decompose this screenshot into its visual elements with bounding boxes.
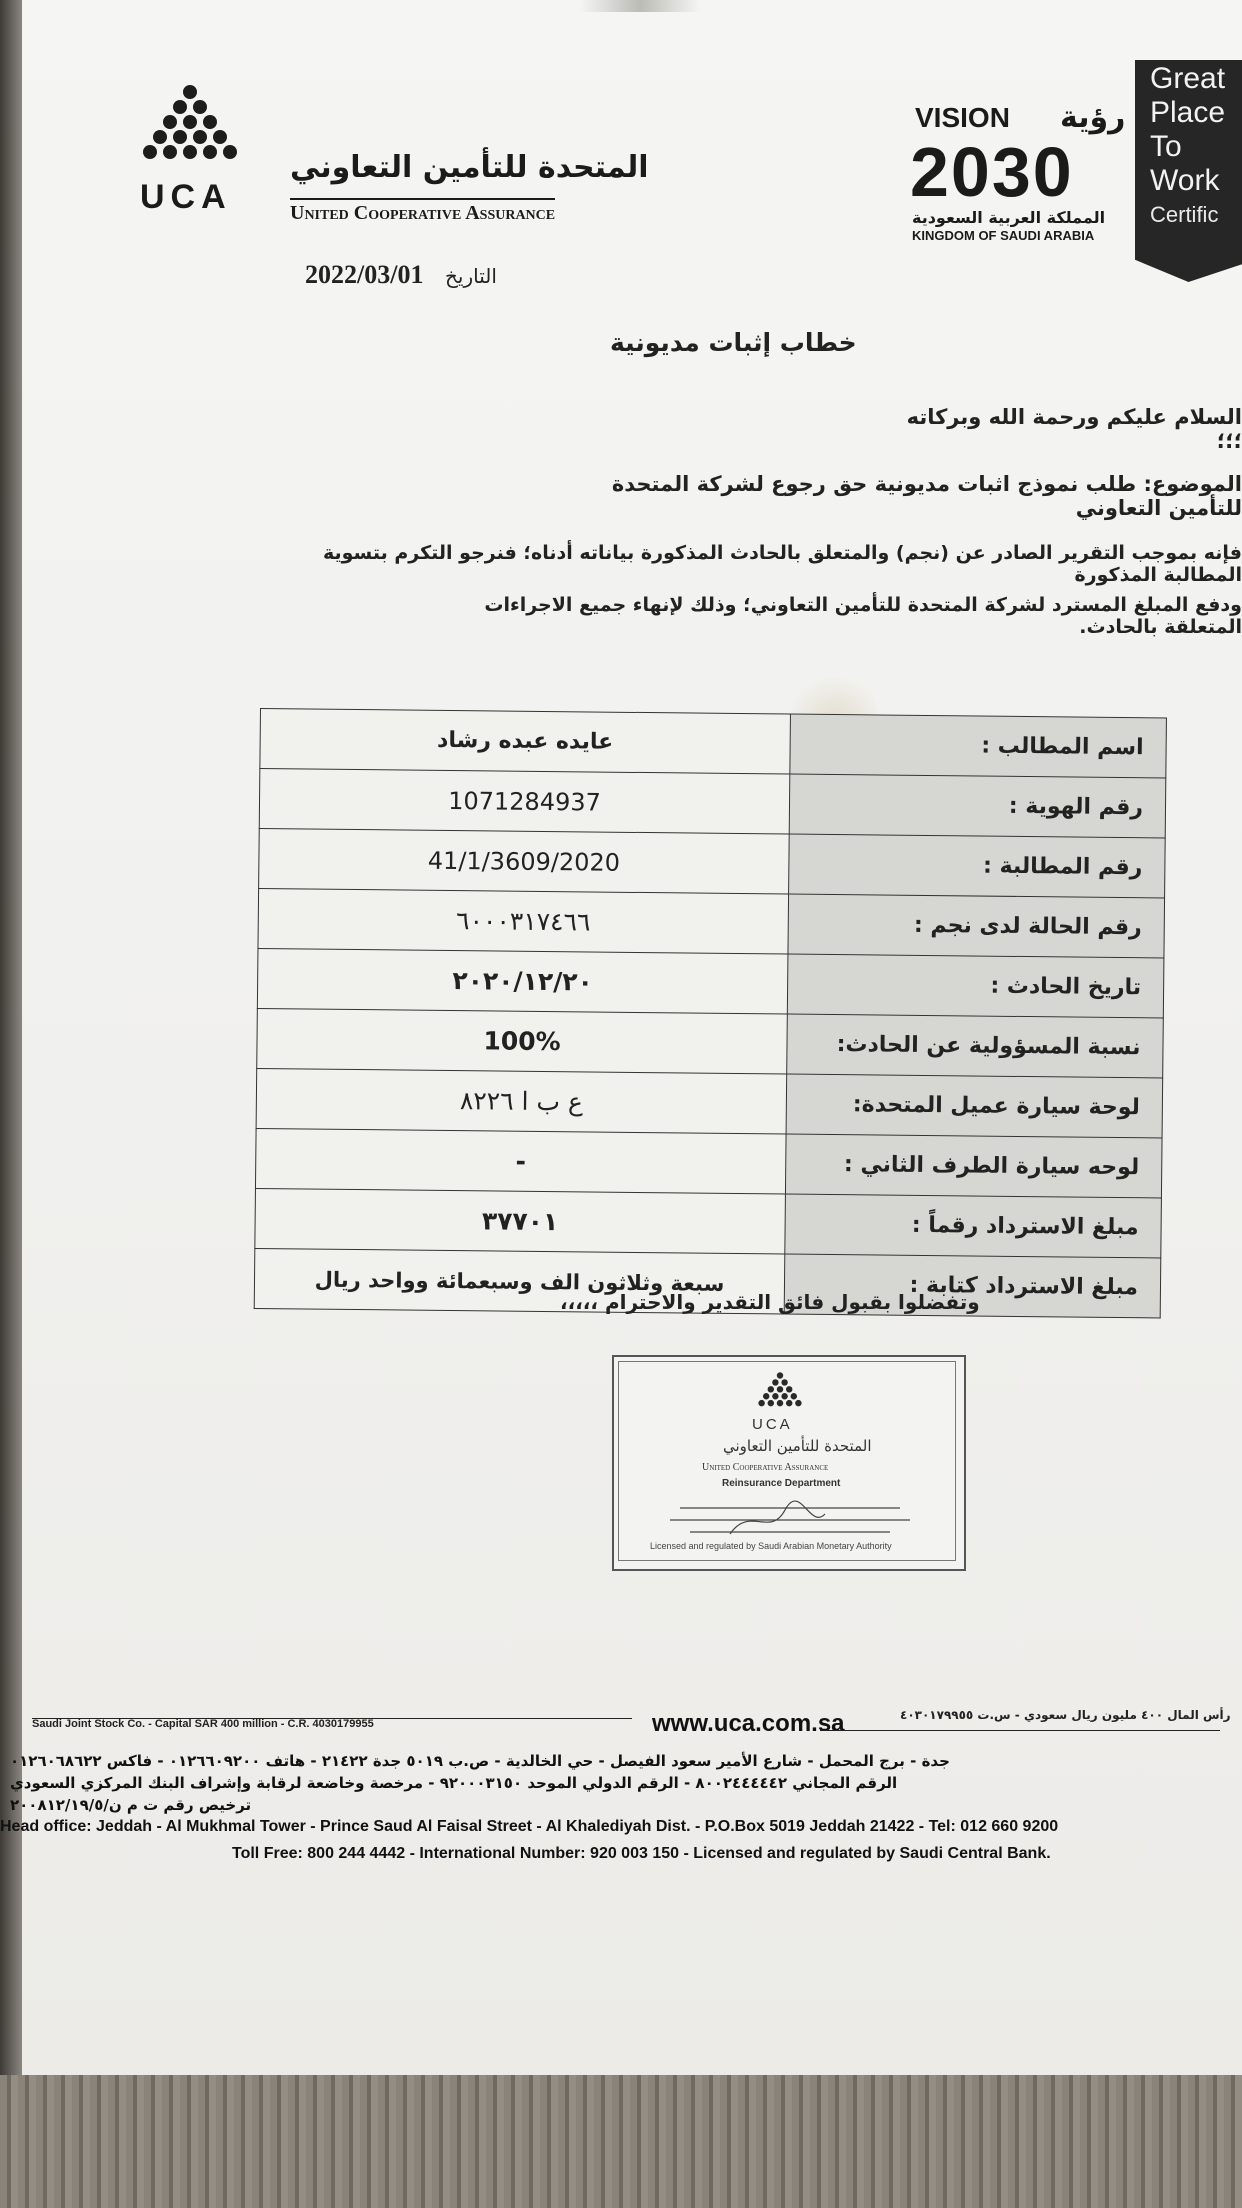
amount-numeric-label: مبلغ الاسترداد رقماً : — [785, 1194, 1162, 1258]
footer-address-ar-3: ترخيص رقم ت م ن/٢٠٠٨١٢/١٩/٥ — [10, 1796, 252, 1814]
footer-toll-free: Toll Free: 800 244 4442 - International Number: 920 003 150 - Licensed and regulated by Saudi Central Bank. — [232, 1845, 1051, 1862]
liability-label: نسبة المسؤولية عن الحادث: — [787, 1014, 1164, 1078]
closing-line: وتفضلوا بقبول فائق التقدير والاحترام ،،،،، — [560, 1290, 980, 1314]
claim-number-label: رقم المطالبة : — [789, 834, 1166, 898]
claim-number-value: 41/1/3609/2020 — [259, 828, 790, 894]
amount-words-label: مبلغ الاسترداد كتابة : — [784, 1254, 1161, 1318]
vision-label: VISION — [915, 102, 1010, 133]
logo-abbr: UCA — [140, 178, 232, 216]
table-row — [260, 709, 1167, 778]
subject-line: الموضوع: طلب نموذج اثبات مديونية حق رجوع لشركة المتحدة للتأمين التعاوني — [611, 472, 1242, 520]
footer-capital-ar: رأس المال ٤٠٠ مليون ريال سعودي - س.ت ٤٠٣٠١٧٩٩٥٥ — [900, 1708, 1231, 1722]
vision-year: 2030 — [910, 133, 1074, 211]
background-floor — [0, 2075, 1242, 2208]
badge-certified: Certific — [1150, 202, 1219, 227]
badge-text: Great Place To Work — [1150, 62, 1226, 197]
letter-date: 2022/03/01 — [305, 260, 424, 289]
vision-label-ar: رؤية — [1060, 100, 1126, 135]
stamp-department: Reinsurance Department — [722, 1478, 841, 1489]
claim-details-table — [254, 708, 1167, 1318]
greeting: السلام عليكم ورحمة الله وبركاته ؛؛؛ — [906, 405, 1242, 453]
client-plate-value: ع ب ا ٨٢٢٦ — [256, 1068, 787, 1134]
company-name-en: United Cooperative Assurance — [290, 198, 555, 225]
table-row — [258, 888, 1165, 957]
stamp-company-en: United Cooperative Assurance — [702, 1462, 829, 1473]
stamp-abbr: UCA — [752, 1416, 793, 1433]
date-label: التاريخ — [445, 264, 497, 288]
stamp-logo-icon — [755, 1370, 805, 1416]
claimant-name-label: اسم المطالب : — [790, 714, 1167, 778]
table-row — [259, 828, 1166, 897]
stamp-company-ar: المتحدة للتأمين التعاوني — [723, 1437, 872, 1455]
kingdom-name-en: KINGDOM OF SAUDI ARABIA — [912, 228, 1095, 243]
body-paragraph-line-1: فإنه بموجب التقرير الصادر عن (نجم) والمتعلق بالحادث المذكورة بياناته أدناه؛ فنرجو التكرم بتسوية المطالبة المذكورة — [322, 542, 1242, 586]
footer-registration: Saudi Joint Stock Co. - Capital SAR 400 million - C.R. 4030179955 — [32, 1718, 374, 1730]
footer-divider-right — [820, 1730, 1220, 1731]
amount-words-value: سبعة وثلاثون الف وسبعمائة وواحد ريال — [254, 1248, 785, 1314]
footer-address-ar-2: الرقم المجاني ٨٠٠٢٤٤٤٤٤٢ - الرقم الدولي الموحد ٩٢٠٠٠٣١٥٠ - مرخصة وخاضعة لرقابة وإشراف البنك المركزي السعودي — [10, 1774, 898, 1792]
paper-tear — [580, 0, 700, 12]
footer-website: www.uca.com.sa — [652, 1710, 845, 1737]
letter-title: خطاب إثبات مديونية — [610, 328, 857, 357]
najm-case-label: رقم الحالة لدى نجم : — [788, 894, 1165, 958]
third-party-plate-label: لوحه سيارة الطرف الثاني : — [785, 1134, 1162, 1198]
kingdom-name-ar: المملكة العربية السعودية — [912, 208, 1106, 227]
client-plate-label: لوحة سيارة عميل المتحدة: — [786, 1074, 1163, 1138]
amount-numeric-value: ٣٧٧٠١ — [255, 1188, 786, 1254]
third-party-plate-value: - — [255, 1128, 786, 1194]
company-name-ar: المتحدة للتأمين التعاوني — [290, 150, 649, 185]
stamp-license: Licensed and regulated by Saudi Arabian Monetary Authority — [650, 1541, 892, 1551]
table-row — [255, 1128, 1162, 1197]
id-number-label: رقم الهوية : — [789, 774, 1166, 838]
table-row — [256, 1068, 1163, 1137]
footer-address-ar-1: جدة - برج المحمل - شارع الأمير سعود الفيصل - حي الخالدية - ص.ب ٥٠١٩ جدة ٢١٤٢٢ - هاتف ٠١٢٦٦٠٩٢٠٠ - فاكس ٠١٢٦٠٦٨٦٢٢ — [10, 1752, 950, 1770]
liability-value: 100% — [257, 1008, 788, 1074]
claimant-name-value: عايده عبده رشاد — [260, 709, 791, 775]
najm-case-value: ٦٠٠٠٣١٧٤٦٦ — [258, 888, 789, 954]
id-number-value: 1071284937 — [259, 769, 790, 835]
stamp-signature-icon — [660, 1500, 920, 1540]
table-row — [259, 769, 1166, 838]
body-paragraph-line-2: ودفع المبلغ المسترد لشركة المتحدة للتأمين التعاوني؛ وذلك لإنهاء جميع الاجراءات المتعلقة بالحادث. — [484, 594, 1242, 638]
accident-date-label: تاريخ الحادث : — [787, 954, 1164, 1018]
table-row — [257, 1008, 1164, 1077]
accident-date-value: ٢٠٢٠/١٢/٢٠ — [257, 948, 788, 1014]
table-row — [255, 1188, 1162, 1257]
table-row — [257, 948, 1164, 1017]
footer-head-office: Head office: Jeddah - Al Mukhmal Tower - Prince Saud Al Faisal Street - Al Khalediyah Dist. - P.O.Box 5019 Jeddah 21422 - Tel: 012 660 9200 — [0, 1818, 1059, 1835]
uca-logo-icon — [140, 80, 240, 180]
